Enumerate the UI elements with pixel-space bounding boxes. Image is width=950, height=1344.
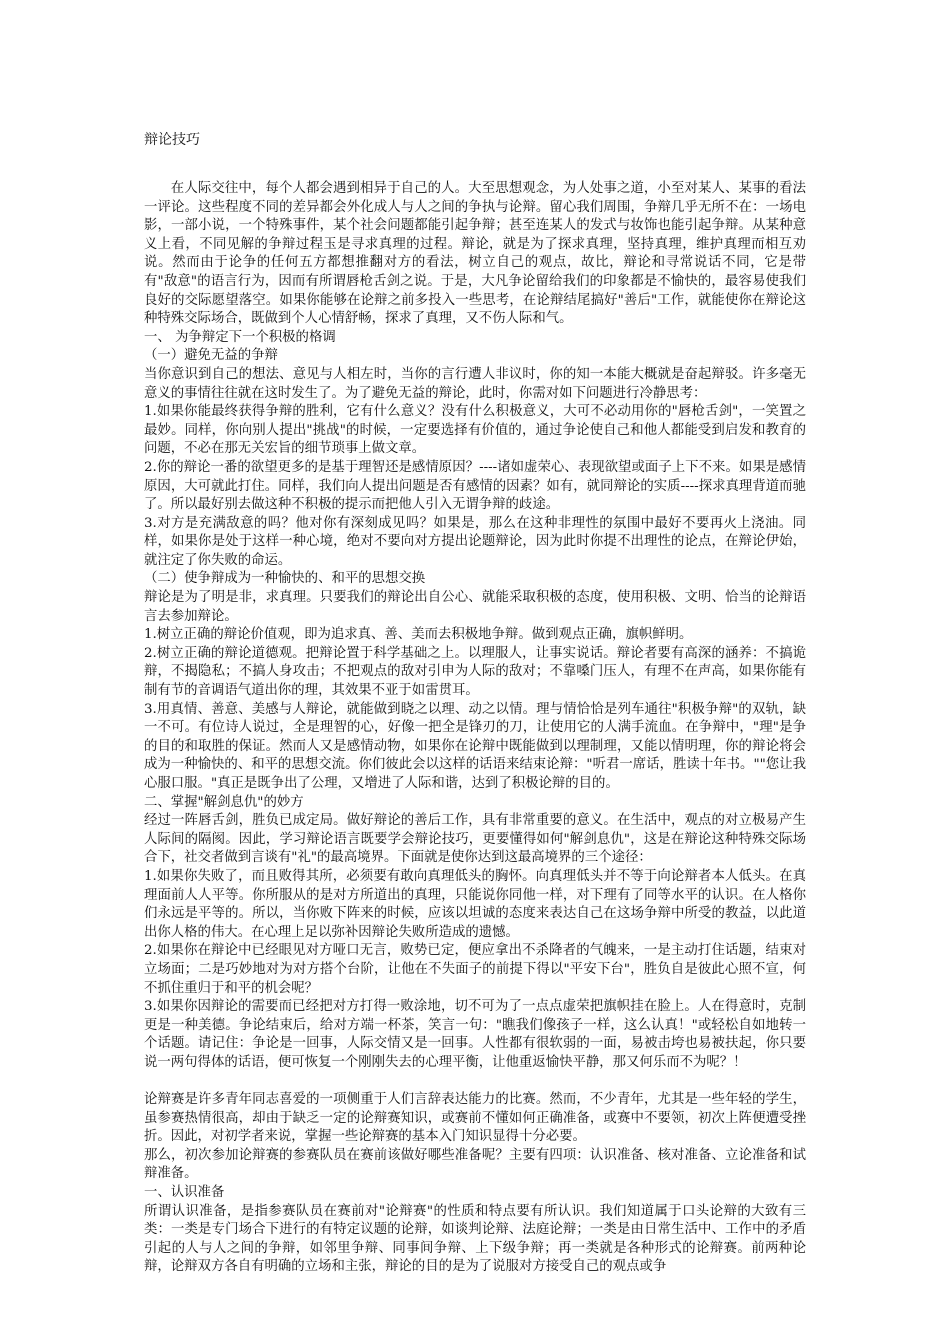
document-body: [144, 180, 806, 1277]
body-paragraph: 当你意识到自己的想法、意见与人相左时，当你的言行遭人非议时，你的知一本能大概就是奋起辩驳。许多毫无意义的事情往往就在这时发生了。为了避免无益的辩论，此时，你需对如下问题进行冷静思考：: [144, 366, 806, 401]
body-paragraph: 1.如果你失败了，而且败得其所，必须要有敢向真理低头的胸怀。向真理低头并不等于向论辩者本人低头。在真理面前人人平等。你所服从的是对方所道出的真理，只能说你同他一样，对下理有了同等水平的认识。在人格你们永远是平等的。所以，当你败下阵来的时候，应该以坦诚的态度来表达自己在这场争辩中所受的教益，以此道出你人格的伟大。在心理上足以弥补因辩论失败所造成的遗憾。: [144, 868, 806, 940]
intro-paragraph: 在人际交往中，每个人都会遇到相异于自己的人。大至思想观念，为人处事之道，小至对某人、某事的看法一评论。这些程度不同的差异都会外化成人与人之间的争执与论辩。留心我们周围，争辩几乎无所不在：一场电影，一部小说，一个特殊事件，某个社会问题都能引起争辩；甚至连某人的发式与妆饰也能引起争辩。从某种意义上看，不同见解的争辩过程玉是寻求真理的过程。辩论，就是为了探求真理，坚持真理，维护真理而相互劝说。然而由于论争的任何五方都想推翻对方的看法，树立自己的观点，故比，辩论和寻常说话不同，它是带有"敌意"的语言行为，因而有所谓唇枪舌剑之说。于是，大凡争论留给我们的印象都是不愉快的，最容易使我们良好的交际愿望落空。如果你能够在论辩之前多投入一些思考，在论辩结尾搞好"善后"工作，就能使你在辩论这种特殊交际场合，既做到个人心情舒畅，探求了真理，又不伤人际和气。: [144, 181, 806, 327]
body-paragraph: 辩论是为了明是非，求真理。只要我们的辩论出自公心、就能采取积极的态度，使用积极、文明、恰当的论辩语言去参加辩论。: [144, 590, 806, 624]
section-heading: （一）避免无益的争辩: [144, 348, 278, 364]
document-title: 辩论技巧: [144, 132, 200, 148]
body-paragraph: 所谓认识准备，是指参赛队员在赛前对"论辩赛"的性质和特点要有所认识。我们知道属于口头论辩的大致有三类：一类是专门场合下进行的有特定议题的论辩，如谈判论辩、法庭论辩；一类是由日常生活中、工作中的矛盾引起的人与人之间的争辩，如邻里争辩、同事间争辩、上下级争辩；再一类就是各种形式的论辩赛。前两种论辩，论辩双方各自有明确的立场和主张，辩论的目的是为了说服对方接受自己的观点或争: [144, 1203, 806, 1275]
body-paragraph: 2.如果你在辩论中已经眼见对方哑口无言，败势已定，便应拿出不杀降者的气魄来，一是主动打住话题，结束对立场面；二是巧妙地对为对方搭个台阶，让他在不失面子的前提下得以"平安下台"，胜负自是彼此心照不宣，何不抓住重归于和平的机会呢？: [144, 943, 806, 996]
body-paragraph: 2.你的辩论一番的欲望更多的是基于理智还是感情原因？----诸如虚荣心、表现欲望或面子上下不来。如果是感情原因，大可就此打住。同样，我们向人提出问题是否有感情的因素？如有，就同辩论的实质----探求真理背道而驰了。所以最好别去做这种不积极的提示而把他人引入无谓争辩的歧途。: [144, 459, 806, 513]
body-paragraph: 2.树立正确的辩论道德观。把辩论置于科学基础之上。以理服人，让事实说话。辩论者要有高深的涵养：不搞诡辩，不揭隐私；不搞人身攻击；不把观点的敌对引申为人际的敌对；不靠嗓门压人，有理不在声高，如果你能有制有节的音调语气道出你的理，其效果不亚于如雷贯耳。: [144, 645, 806, 699]
section-heading: （二）使争辩成为一种愉快的、和平的思想交换: [144, 571, 426, 587]
body-paragraph: 1.如果你能最终获得争辩的胜利，它有什么意义？没有什么积极意义，大可不必动用你的"唇枪舌剑"，一笑置之最妙。同样，你向别人提出"挑战"的时候，一定要选择有价值的，通过争论使自己和他人都能受到启发和教育的问题，不必在那无关宏旨的细节琐事上做文章。: [144, 404, 806, 457]
body-paragraph: 3.对方是充满敌意的吗？他对你有深刻成见吗？如果是，那么在这种非理性的氛围中最好不要再火上浇油。同样，如果你是处于这样一种心境，绝对不要向对方提出论题辩论，因为此时你提不出理性的论点，在辩论伊始，就注定了你失败的命运。: [144, 515, 806, 568]
section-heading: 二、掌握"解剑息仇"的妙方: [144, 794, 304, 810]
section-heading: 一、认识准备: [144, 1185, 225, 1201]
body-paragraph: 论辩赛是许多青年同志喜爱的一项侧重于人们言辞表达能力的比赛。然而，不少青年，尤其是一些年轻的学生，虽参赛热情很高，却由于缺乏一定的论辩赛知识，或赛前不懂如何正确准备，或赛中不要领，初次上阵便遭受挫折。因此，对初学者来说，掌握一些论辩赛的基本入门知识显得十分必要。: [144, 1092, 806, 1145]
body-paragraph: 那么，初次参加论辩赛的参赛队员在赛前该做好哪些准备呢？主要有四项：认识准备、核对准备、立论准备和试辩准备。: [144, 1147, 806, 1182]
blank-line: [144, 1073, 806, 1092]
section-heading: 一、 为争辩定下一个积极的格调: [144, 329, 336, 345]
body-paragraph: 3.如果你因辩论的需要而已经把对方打得一败涂地，切不可为了一点点虚荣把旗帜挂在脸上。人在得意时，克制更是一种美德。争论结束后，给对方端一杯茶，笑言一句："瞧我们像孩子一样，这么认真！"或轻松自如地转一个话题。请记住：争论是一回事，人际交情又是一回事。人性都有很软弱的一面，易被击垮也易被扶起，你只要说一两句得体的话语，便可恢复一个刚刚失去的心理平衡，让他重返愉快平静，那又何乐而不为呢？！: [144, 999, 806, 1070]
body-paragraph: 经过一阵唇舌剑，胜负已成定局。做好辩论的善后工作，具有非常重要的意义。在生活中，观点的对立极易产生人际间的隔阂。因此，学习辩论语言既要学会辩论技巧，更要懂得如何"解剑息仇"，这是在辩论这种特殊交际场合下，社交者做到言谈有"礼"的最高境界。下面就是使你达到这最高境界的三个途径：: [144, 813, 806, 866]
body-paragraph: 1.树立正确的辩论价值观，即为追求真、善、美而去积极地争辩。做到观点正确，旗帜鲜明。: [144, 627, 693, 643]
body-paragraph: 3.用真情、善意、美感与人辩论，就能做到晓之以理、动之以情。理与情恰恰是列车通往"积极争辩"的双轨，缺一不可。有位诗人说过，全是理智的心，好像一把全是锋刃的刀，让使用它的人满手流血。在争辩中，"理"是争的目的和取胜的保证。然而人又是感情动物，如果你在论辩中既能做到以理制理，又能以情明理，你的辩论将会成为一种愉快的、和平的思想交流。你们彼此会以这样的话语来结束论辩："听君一席话，胜读十年书。""您让我心服口服。"真正是既争出了公理，又增进了人际和谐，达到了积极论辩的目的。: [144, 701, 806, 791]
